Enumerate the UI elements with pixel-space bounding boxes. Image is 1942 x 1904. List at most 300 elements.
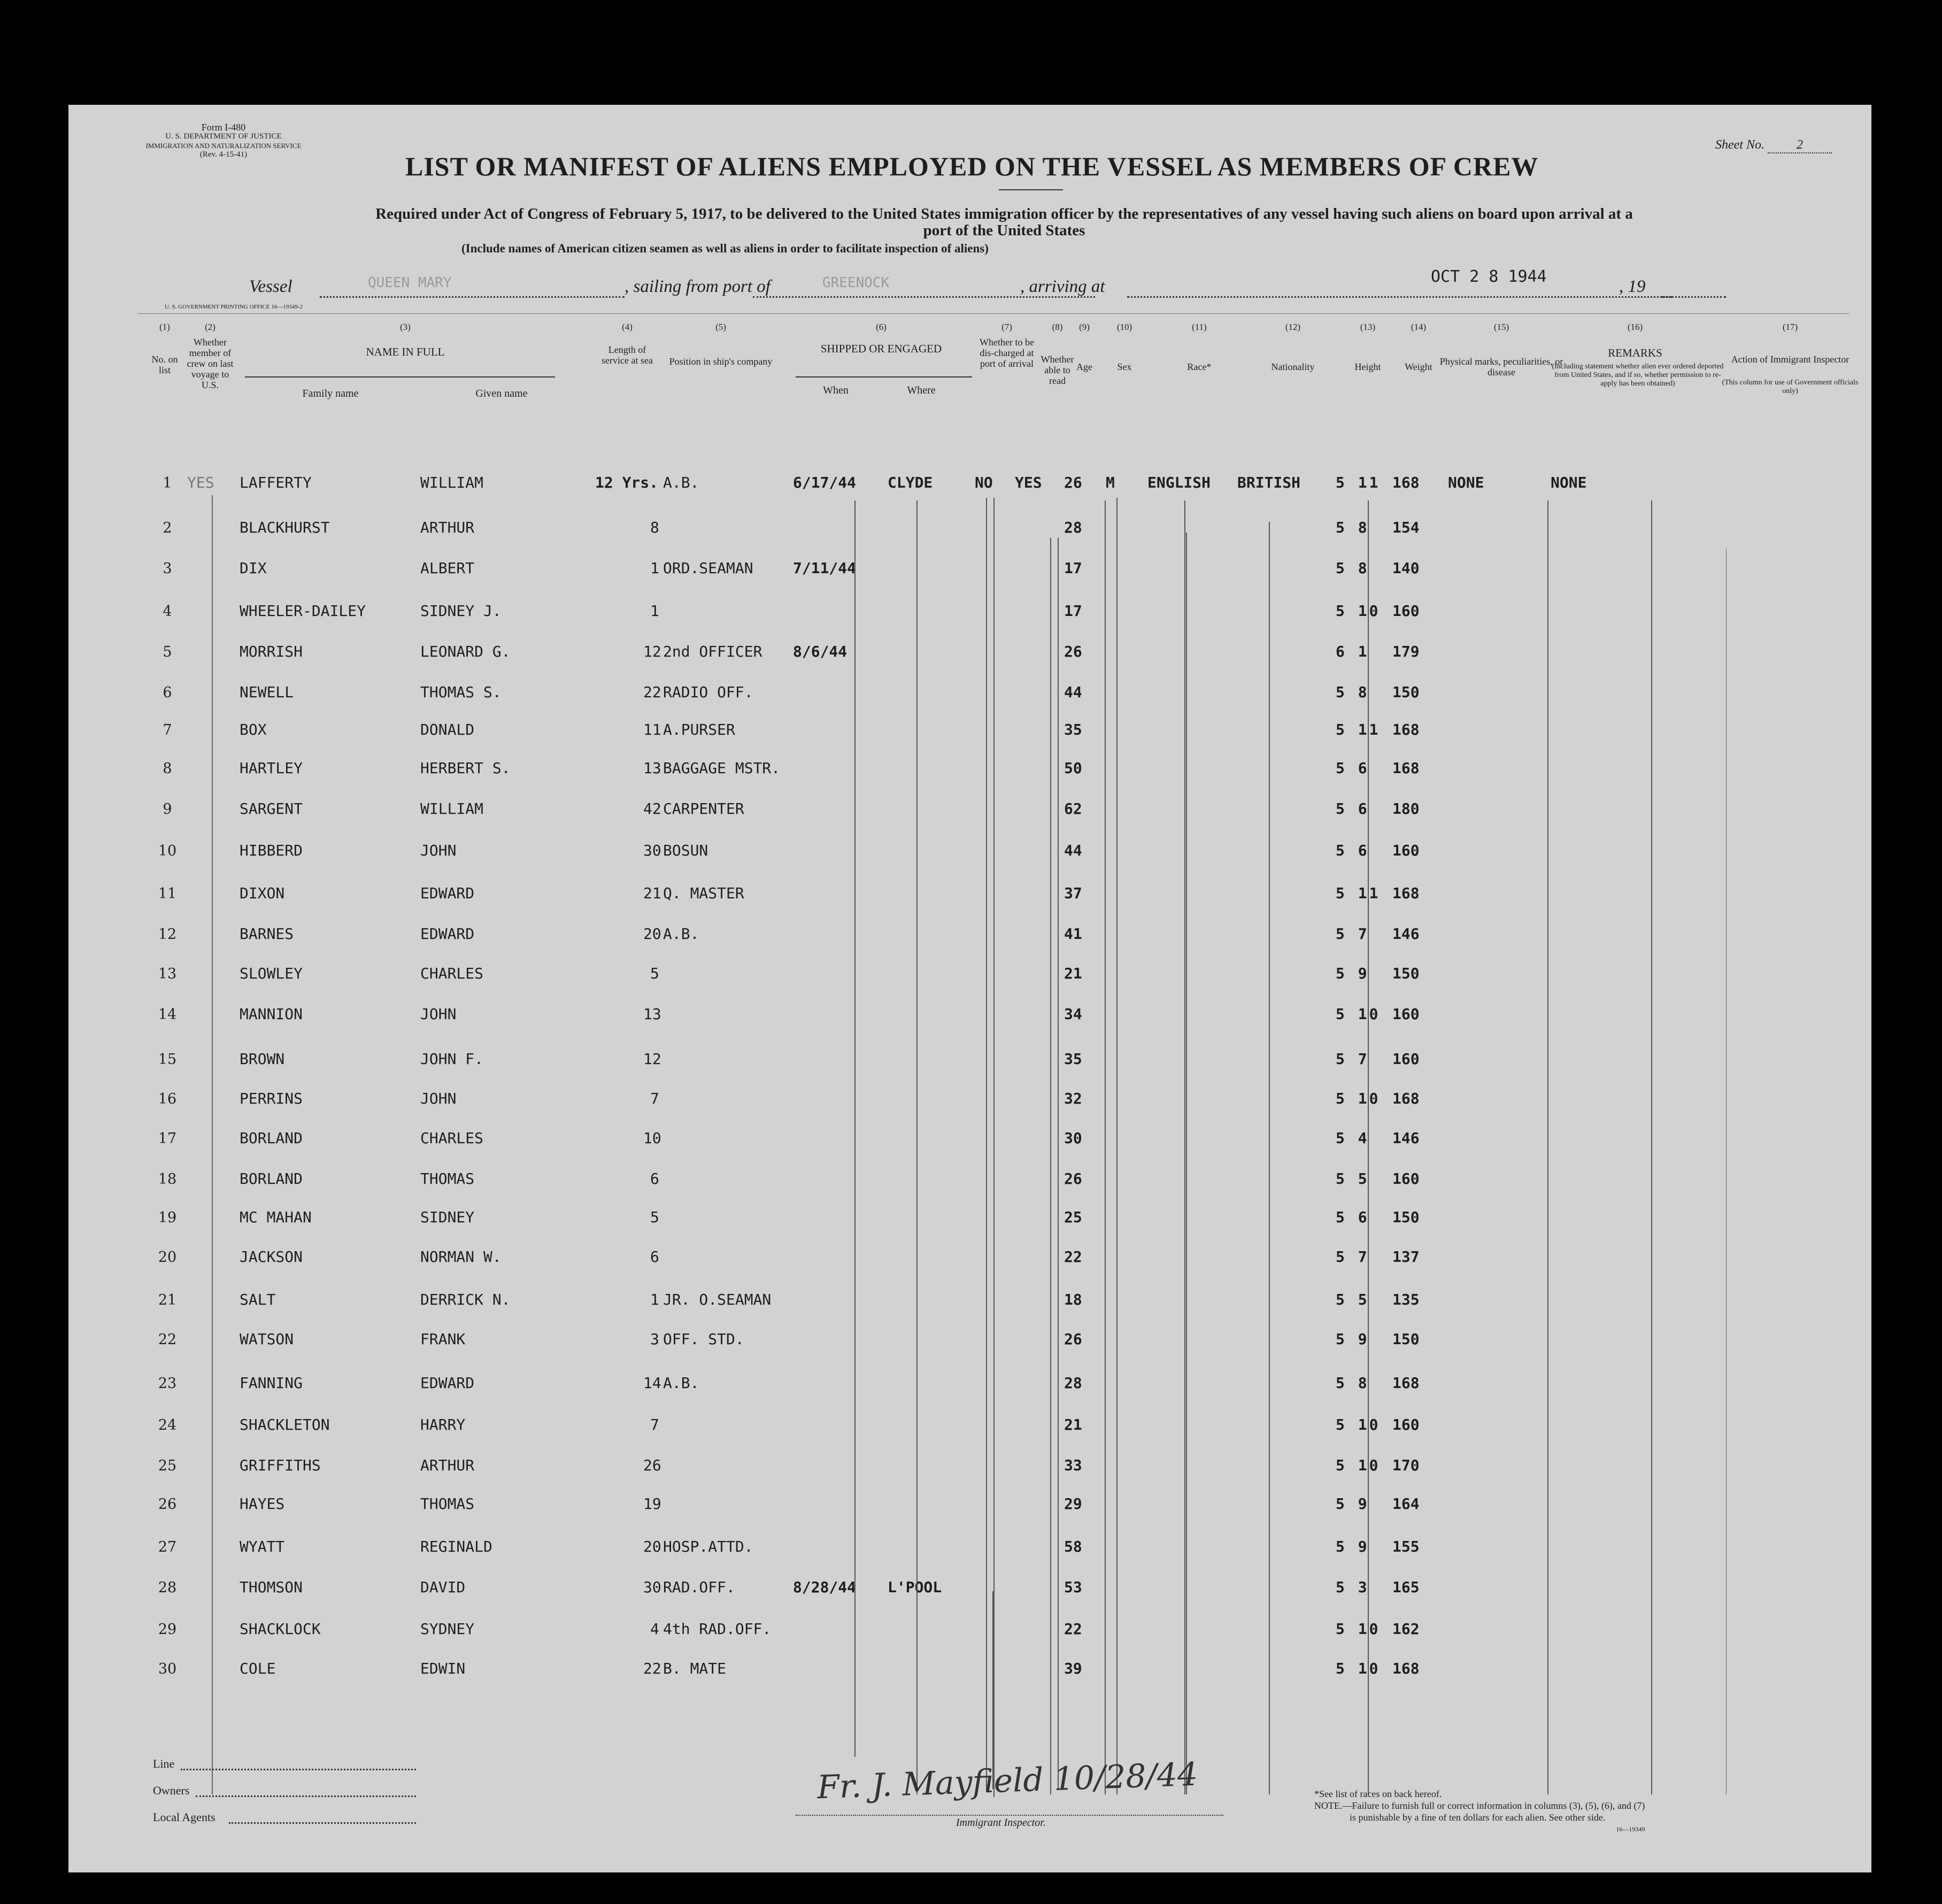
column-number: (1) — [159, 322, 170, 332]
row-number: 2 — [163, 520, 172, 536]
cell-family: MORRISH — [240, 643, 303, 660]
row-number: 13 — [158, 966, 177, 982]
cell-weight: 154 — [1392, 519, 1420, 536]
form-revision: (Rev. 4-15-41) — [199, 150, 248, 159]
cell-family: SHACKLETON — [240, 1416, 330, 1433]
cell-given: THOMAS S. — [420, 683, 502, 701]
cell-service: 12 — [643, 1050, 661, 1068]
cell-given: HARRY — [420, 1416, 466, 1433]
cell-age: 17 — [1064, 602, 1082, 620]
row-number: 5 — [163, 644, 172, 660]
arriving-label: , arriving at — [1020, 277, 1105, 296]
cell-height: 6 1 — [1336, 643, 1369, 660]
cell-height: 5 10 — [1336, 1456, 1381, 1474]
row-number: 8 — [163, 760, 172, 777]
cell-age: 35 — [1064, 1050, 1082, 1068]
form-id-block — [138, 123, 309, 159]
notes-block — [1314, 1788, 1645, 1835]
cell-given: WILLIAM — [420, 474, 484, 491]
ditto-line — [993, 498, 995, 1797]
cell-service: 30 — [643, 1578, 661, 1596]
row-number: 20 — [158, 1249, 177, 1266]
cell-height: 5 8 — [1336, 519, 1369, 536]
cell-position: A.PURSER — [663, 721, 735, 738]
cell-given: SYDNEY — [420, 1620, 475, 1638]
row-number: 17 — [158, 1130, 177, 1147]
cell-when: 7/11/44 — [793, 559, 857, 577]
cell-height: 5 6 — [1336, 800, 1369, 818]
cell-service: 11 — [643, 721, 661, 738]
cell-height: 5 9 — [1336, 1330, 1369, 1348]
cell-weight: 165 — [1392, 1578, 1420, 1596]
cell-age: 26 — [1064, 1330, 1082, 1348]
row-number: 29 — [158, 1621, 177, 1638]
cell-height: 5 5 — [1336, 1170, 1369, 1188]
signature-line — [796, 1815, 1223, 1816]
row-number: 4 — [163, 603, 172, 620]
ditto-line — [1726, 549, 1727, 1794]
cell-age: 34 — [1064, 1005, 1082, 1023]
cell-height: 5 10 — [1336, 1620, 1381, 1638]
cell-age: 26 — [1064, 474, 1082, 491]
column-header: Nationality — [1271, 361, 1315, 372]
column-number: (9) — [1079, 322, 1090, 332]
cell-given: EDWARD — [420, 925, 475, 943]
cell-weight: 160 — [1392, 1050, 1420, 1068]
cell-given: DAVID — [420, 1578, 466, 1596]
cell-service: 21 — [643, 884, 661, 902]
cell-given: EDWARD — [420, 884, 475, 902]
row-number: 1 — [163, 475, 172, 491]
cell-weight: 162 — [1392, 1620, 1420, 1638]
cell-family: NEWELL — [240, 683, 294, 701]
cell-where: L'POOL — [888, 1578, 942, 1596]
owners-label: Owners — [153, 1784, 190, 1797]
cell-age: 62 — [1064, 800, 1082, 818]
cell-height: 5 8 — [1336, 683, 1369, 701]
column-subheader: (This column for use of Government officials only) — [1722, 379, 1859, 395]
cell-family: BORLAND — [240, 1170, 303, 1188]
cell-height: 5 3 — [1336, 1578, 1369, 1596]
cell-height: 5 10 — [1336, 1005, 1381, 1023]
cell-service: 7 — [650, 1416, 659, 1433]
column-number: (13) — [1360, 322, 1376, 332]
cell-age: 28 — [1064, 1374, 1082, 1392]
vessel-label: Vessel — [249, 277, 292, 296]
cell-height: 5 6 — [1336, 1208, 1369, 1226]
row-number: 21 — [158, 1292, 177, 1308]
column-number: (12) — [1285, 322, 1301, 332]
ditto-line — [1116, 498, 1118, 1794]
column-header: Whether to be dis-charged at port of arrival — [980, 337, 1034, 369]
cell-family: HARTLEY — [240, 759, 303, 777]
ditto-line — [1058, 538, 1059, 1789]
cell-height: 5 10 — [1336, 1416, 1381, 1433]
cell-given: JOHN — [420, 1090, 457, 1107]
row-number: 24 — [158, 1417, 177, 1433]
cell-weight: 160 — [1392, 1005, 1420, 1023]
cell-height: 5 10 — [1336, 602, 1381, 620]
form-dept: U. S. DEPARTMENT OF JUSTICE — [165, 132, 282, 141]
cell-given: CHARLES — [420, 965, 484, 982]
cell-height: 5 11 — [1336, 721, 1381, 738]
cell-given: EDWARD — [420, 1374, 475, 1392]
column-header: Position in ship's company — [669, 356, 773, 367]
cell-family: DIXON — [240, 884, 285, 902]
cell-age: 33 — [1064, 1456, 1082, 1474]
cell-when: 6/17/44 — [793, 474, 857, 491]
ditto-line — [1105, 500, 1106, 1794]
cell-service: 14 — [643, 1374, 661, 1392]
cell-given: NORMAN W. — [420, 1248, 502, 1266]
cell-crew: YES — [187, 474, 214, 491]
cell-weight: 160 — [1392, 842, 1420, 859]
cell-age: 41 — [1064, 925, 1082, 943]
cell-age: 35 — [1064, 721, 1082, 738]
vessel-name: QUEEN MARY — [368, 275, 452, 291]
row-number: 27 — [158, 1539, 177, 1555]
column-number: (8) — [1052, 322, 1063, 332]
cell-position: HOSP.ATTD. — [663, 1538, 753, 1555]
cell-age: 39 — [1064, 1660, 1082, 1677]
header-rule — [245, 376, 555, 377]
arrival-date: OCT 2 8 1944 — [1431, 267, 1547, 286]
cell-weight: 150 — [1392, 1208, 1420, 1226]
cell-height: 5 10 — [1336, 1090, 1381, 1107]
cell-service: 20 — [643, 1538, 661, 1555]
cell-family: BORLAND — [240, 1129, 303, 1147]
cell-service: 12 Yrs. — [595, 474, 659, 491]
cell-given: JOHN — [420, 842, 457, 859]
row-number: 23 — [158, 1375, 177, 1392]
column-header: REMARKS — [1608, 346, 1662, 359]
inspector-label: Immigrant Inspector. — [956, 1817, 1046, 1829]
cell-family: WHEELER-DAILEY — [240, 602, 366, 620]
cell-age: 37 — [1064, 884, 1082, 902]
cell-where: CLYDE — [888, 474, 933, 491]
cell-given: JOHN F. — [420, 1050, 484, 1068]
cell-remarks: NONE — [1551, 474, 1587, 491]
cell-read: YES — [1015, 474, 1042, 491]
cell-age: 21 — [1064, 1416, 1082, 1433]
column-header: SHIPPED OR ENGAGED — [820, 342, 942, 355]
cell-age: 22 — [1064, 1248, 1082, 1266]
vessel-line — [320, 296, 625, 298]
column-number: (16) — [1627, 322, 1643, 332]
cell-height: 5 10 — [1336, 1660, 1381, 1677]
cell-family: GRIFFITHS — [240, 1456, 321, 1474]
inspector-signature: Fr. J. Mayfield 10/28/44 — [816, 1755, 1199, 1807]
owners-field — [196, 1795, 416, 1797]
cell-height: 5 8 — [1336, 1374, 1369, 1392]
cell-age: 26 — [1064, 1170, 1082, 1188]
cell-service: 42 — [643, 800, 661, 818]
cell-position: A.B. — [663, 1374, 699, 1392]
cell-position: BOSUN — [663, 842, 708, 859]
document-title: LIST OR MANIFEST OF ALIENS EMPLOYED ON THE VESSEL AS MEMBERS OF CREW — [405, 151, 1539, 181]
cell-given: JOHN — [420, 1005, 457, 1023]
cell-family: PERRINS — [240, 1090, 303, 1107]
cell-family: BLACKHURST — [240, 519, 330, 536]
cell-family: SHACKLOCK — [240, 1620, 321, 1638]
cell-age: 32 — [1064, 1090, 1082, 1107]
row-number: 18 — [158, 1171, 177, 1188]
agents-label: Local Agents — [153, 1810, 215, 1824]
cell-service: 6 — [650, 1248, 659, 1266]
cell-family: HAYES — [240, 1495, 285, 1513]
column-number: (3) — [400, 322, 411, 332]
cell-weight: 180 — [1392, 800, 1420, 818]
ditto-line — [1184, 500, 1185, 1794]
cell-family: HIBBERD — [240, 842, 303, 859]
cell-service: 5 — [650, 1208, 659, 1226]
column-subheader: Where — [907, 384, 936, 396]
cell-height: 5 8 — [1336, 559, 1369, 577]
sheet-label — [1715, 138, 1832, 153]
cell-given: ARTHUR — [420, 1456, 475, 1474]
cell-weight: 179 — [1392, 643, 1420, 660]
cell-given: CHARLES — [420, 1129, 484, 1147]
cell-family: MANNION — [240, 1005, 303, 1023]
cell-height: 5 11 — [1336, 884, 1381, 902]
row-number: 26 — [158, 1496, 177, 1513]
cell-service: 1 — [650, 559, 659, 577]
cell-position: 4th RAD.OFF. — [663, 1620, 772, 1638]
cell-given: REGINALD — [420, 1538, 492, 1555]
cell-given: FRANK — [420, 1330, 466, 1348]
column-number: (10) — [1116, 322, 1132, 332]
cell-height: 5 7 — [1336, 925, 1369, 943]
row-number: 25 — [158, 1458, 177, 1474]
cell-given: DERRICK N. — [420, 1291, 511, 1308]
ditto-line — [1050, 538, 1051, 1794]
cell-weight: 168 — [1392, 1374, 1420, 1392]
column-header: Age — [1076, 361, 1092, 372]
column-header: Race* — [1187, 361, 1212, 372]
cell-height: 5 7 — [1336, 1248, 1369, 1266]
cell-service: 4 — [650, 1620, 659, 1638]
ditto-line — [1651, 500, 1652, 1794]
column-number: (4) — [622, 322, 633, 332]
cell-position: Q. MASTER — [663, 884, 744, 902]
cell-weight: 168 — [1392, 884, 1420, 902]
cell-age: 53 — [1064, 1578, 1082, 1596]
year-line — [1662, 296, 1726, 298]
cell-family: SARGENT — [240, 800, 303, 818]
cell-when: 8/28/44 — [793, 1578, 857, 1596]
cell-nationality: BRITISH — [1237, 474, 1301, 491]
cell-service: 13 — [643, 1005, 661, 1023]
cell-service: 5 — [650, 965, 659, 982]
cell-service: 22 — [643, 1660, 661, 1677]
note-failure: NOTE.—Failure to furnish full or correct information in columns (3), (5), (6), and (7) — [1314, 1800, 1645, 1811]
cell-age: 18 — [1064, 1291, 1082, 1308]
cell-given: LEONARD G. — [420, 643, 511, 660]
cell-given: HERBERT S. — [420, 759, 511, 777]
sheet-no-label: Sheet No. — [1715, 138, 1764, 152]
cell-age: 26 — [1064, 643, 1082, 660]
cell-given: ALBERT — [420, 559, 475, 577]
column-subheader: When — [823, 384, 849, 396]
title-underline — [999, 189, 1063, 190]
column-header: Physical marks, peculiarities, or disease — [1439, 356, 1563, 377]
cell-height: 5 9 — [1336, 1495, 1369, 1513]
subtitle-line2: port of the United States — [923, 222, 1085, 239]
cell-position: RAD.OFF. — [663, 1578, 735, 1596]
column-number: (14) — [1411, 322, 1427, 332]
cell-given: EDWIN — [420, 1660, 466, 1677]
line-label: Line — [153, 1757, 175, 1770]
cell-weight: 168 — [1392, 474, 1420, 491]
cell-height: 5 5 — [1336, 1291, 1369, 1308]
cell-height: 5 9 — [1336, 1538, 1369, 1555]
cell-family: DIX — [240, 559, 267, 577]
row-number: 11 — [158, 885, 177, 902]
cell-height: 5 11 — [1336, 474, 1381, 491]
cell-age: 29 — [1064, 1495, 1082, 1513]
cell-when: 8/6/44 — [793, 643, 847, 660]
column-header: NAME IN FULL — [366, 345, 445, 358]
ditto-line — [916, 500, 918, 1794]
header-rule — [796, 376, 972, 377]
cell-height: 5 7 — [1336, 1050, 1369, 1068]
row-number: 6 — [163, 684, 172, 701]
cell-position: OFF. STD. — [663, 1330, 744, 1348]
row-number: 10 — [158, 843, 177, 859]
cell-weight: 160 — [1392, 1416, 1420, 1433]
column-number: (5) — [715, 322, 726, 332]
row-number: 7 — [163, 722, 172, 738]
sheet-no-value: 2 — [1768, 138, 1832, 153]
cell-height: 5 9 — [1336, 965, 1369, 982]
column-header: Height — [1354, 361, 1381, 372]
cell-service: 1 — [650, 602, 659, 620]
form-service: IMMIGRATION AND NATURALIZATION SERVICE — [145, 142, 302, 150]
row-number: 9 — [163, 801, 172, 818]
cell-discharged: NO — [975, 474, 993, 491]
note-fine: is punishable by a fine of ten dollars for each alien. See other side. — [1350, 1812, 1606, 1823]
subtitle-line1: Required under Act of Congress of February 5, 1917, to be delivered to the United States immigration officer by the representatives of any vessel having such aliens on board upon arrival at a — [375, 205, 1633, 222]
cell-age: 30 — [1064, 1129, 1082, 1147]
column-number: (7) — [1001, 322, 1012, 332]
cell-height: 5 4 — [1336, 1129, 1369, 1147]
cell-service: 20 — [643, 925, 661, 943]
column-header: Length of service at sea — [602, 344, 653, 366]
subtitle-note: (Include names of American citizen seamen as well as aliens in order to facilitate inspection of aliens) — [461, 242, 989, 255]
cell-age: 28 — [1064, 519, 1082, 536]
cell-weight: 168 — [1392, 1660, 1420, 1677]
cell-given: DONALD — [420, 721, 475, 738]
cell-position: 2nd OFFICER — [663, 643, 762, 660]
cell-family: THOMSON — [240, 1578, 303, 1596]
column-subheader: (Including statement whether alien ever ordered deported from United States, and if so, whether permission to re-apply has been obtained) — [1552, 363, 1724, 388]
column-header: Weight — [1405, 361, 1432, 372]
cell-family: WYATT — [240, 1538, 285, 1555]
cell-weight: 150 — [1392, 683, 1420, 701]
cell-height: 5 6 — [1336, 842, 1369, 859]
cell-service: 22 — [643, 683, 661, 701]
cell-weight: 160 — [1392, 602, 1420, 620]
row-number: 3 — [163, 560, 172, 577]
cell-service: 10 — [643, 1129, 661, 1147]
column-subheader: Family name — [302, 388, 359, 399]
cell-race: ENGLISH — [1147, 474, 1211, 491]
column-number: (11) — [1192, 322, 1207, 332]
cell-weight: 168 — [1392, 1090, 1420, 1107]
column-number: (6) — [876, 322, 887, 332]
cell-given: WILLIAM — [420, 800, 484, 818]
column-header: Whether member of crew on last voyage to U.S. — [187, 337, 234, 390]
cell-weight: 150 — [1392, 965, 1420, 982]
cell-position: CARPENTER — [663, 800, 744, 818]
row-number: 30 — [158, 1661, 177, 1677]
cell-weight: 150 — [1392, 1330, 1420, 1348]
cell-weight: 146 — [1392, 1129, 1420, 1147]
column-header: Action of Immigrant Inspector — [1731, 354, 1849, 365]
cell-service: 30 — [643, 842, 661, 859]
cell-family: BARNES — [240, 925, 294, 943]
cell-weight: 168 — [1392, 721, 1420, 738]
cell-position: BAGGAGE MSTR. — [663, 759, 781, 777]
cell-age: 21 — [1064, 965, 1082, 982]
cell-family: WATSON — [240, 1330, 294, 1348]
cell-family: MC MAHAN — [240, 1208, 312, 1226]
agents-field — [229, 1822, 416, 1824]
cell-age: 22 — [1064, 1620, 1082, 1638]
cell-age: 44 — [1064, 842, 1082, 859]
arriving-line — [1127, 296, 1673, 298]
printing-office: U. S. GOVERNMENT PRINTING OFFICE 16—19349-2 — [165, 304, 303, 310]
cell-weight: 146 — [1392, 925, 1420, 943]
cell-position: ORD.SEAMAN — [663, 559, 753, 577]
cell-service: 7 — [650, 1090, 659, 1107]
cell-weight: 140 — [1392, 559, 1420, 577]
ditto-line — [992, 1591, 993, 1789]
cell-position: RADIO OFF. — [663, 683, 753, 701]
cell-service: 12 — [643, 643, 661, 660]
cell-family: JACKSON — [240, 1248, 303, 1266]
column-header: Sex — [1117, 361, 1132, 372]
cell-service: 8 — [650, 519, 659, 536]
form-code: 16—19349 — [1616, 1825, 1645, 1833]
manifest-sheet — [68, 105, 1871, 1872]
cell-age: 44 — [1064, 683, 1082, 701]
cell-age: 50 — [1064, 759, 1082, 777]
column-number: (17) — [1782, 322, 1798, 332]
cell-age: 58 — [1064, 1538, 1082, 1555]
ditto-line — [212, 495, 213, 1794]
ditto-line — [1368, 500, 1369, 1794]
cell-service: 6 — [650, 1170, 659, 1188]
cell-position: A.B. — [663, 925, 699, 943]
cell-family: BOX — [240, 721, 267, 738]
column-subheader: Given name — [475, 388, 528, 399]
row-number: 12 — [158, 926, 177, 943]
cell-weight: 160 — [1392, 1170, 1420, 1188]
row-number: 19 — [158, 1209, 177, 1226]
cell-weight: 137 — [1392, 1248, 1420, 1266]
cell-position: A.B. — [663, 474, 699, 491]
cell-family: LAFFERTY — [240, 474, 312, 491]
column-header: No. on list — [151, 354, 178, 375]
note-races: *See list of races on back hereof. — [1314, 1789, 1442, 1799]
cell-weight: 135 — [1392, 1291, 1420, 1308]
sailing-label: , sailing from port of — [625, 277, 770, 296]
row-number: 16 — [158, 1091, 177, 1107]
row-number: 22 — [158, 1331, 177, 1348]
ditto-line — [1186, 533, 1187, 1794]
form-number: Form I-480 — [201, 122, 246, 133]
